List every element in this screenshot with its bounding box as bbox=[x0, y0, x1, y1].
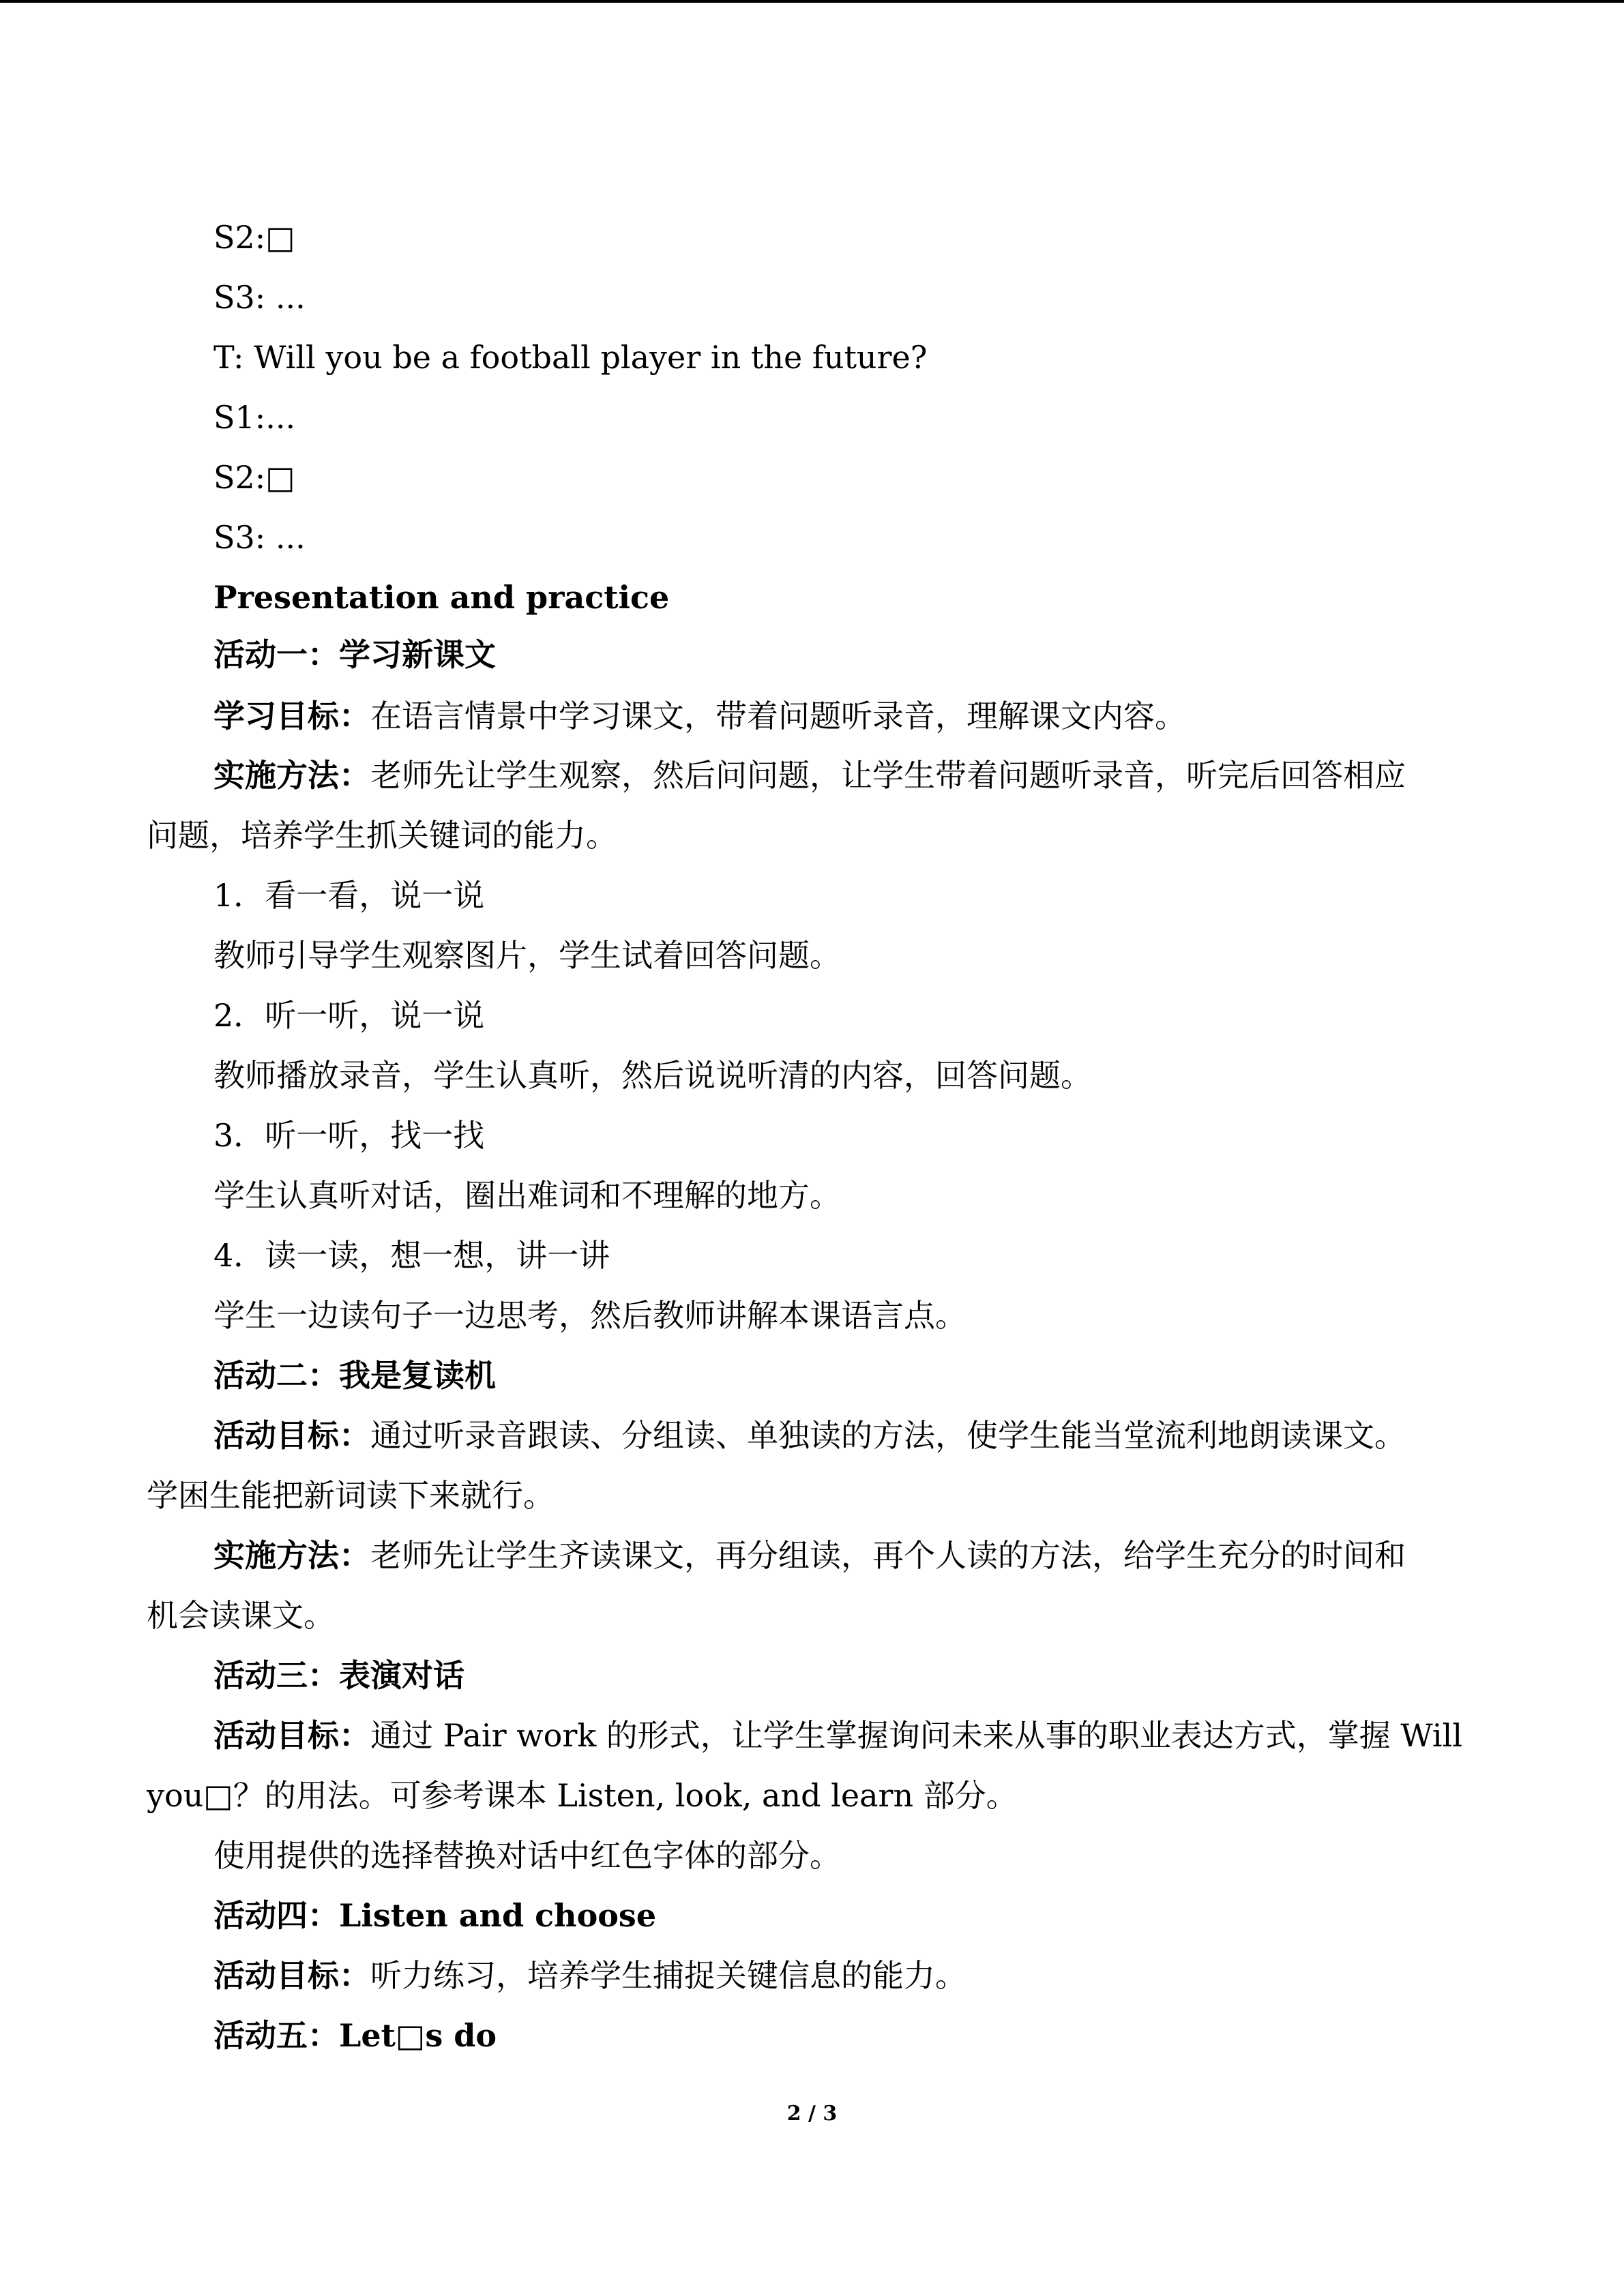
activity2-method-label: 实施方法： bbox=[213, 1537, 370, 1574]
step-4-desc: 学生一边读句子一边思考，然后教师讲解本课语言点。 bbox=[213, 1297, 966, 1334]
activity3-goal bbox=[213, 1715, 1462, 1756]
activity1-goal bbox=[213, 696, 1186, 736]
activity3-goal-continued: you□？的用法。可参考课本 Listen, look, and learn 部分。 bbox=[147, 1777, 1018, 1814]
step-3-title: 3．听一听，找一找 bbox=[213, 1117, 485, 1154]
page-top-border bbox=[0, 0, 1624, 3]
activity4-goal bbox=[213, 1955, 966, 1996]
activity2-goal-continued: 学困生能把新词读下来就行。 bbox=[147, 1477, 555, 1514]
activity5-title: 活动五：Let□s do bbox=[213, 2017, 497, 2054]
activity2-method-continued: 机会读课文。 bbox=[147, 1597, 335, 1634]
activity3-goal-label: 活动目标： bbox=[213, 1717, 370, 1754]
activity3-title: 活动三：表演对话 bbox=[213, 1657, 464, 1694]
activity2-goal bbox=[213, 1415, 1406, 1456]
activity2-method bbox=[213, 1535, 1406, 1576]
activity1-method bbox=[213, 755, 1406, 796]
activity4-goal-text: 听力练习，培养学生捕捉关键信息的能力。 bbox=[370, 1957, 966, 1994]
activity1-method-label: 实施方法： bbox=[213, 757, 370, 794]
activity3-goal-text: 通过 Pair work 的形式，让学生掌握询问未来从事的职业表达方式，掌握 Will bbox=[370, 1717, 1463, 1754]
activity2-goal-label: 活动目标： bbox=[213, 1417, 370, 1454]
activity2-method-text: 老师先让学生齐读课文，再分组读，再个人读的方法，给学生充分的时间和 bbox=[370, 1537, 1406, 1574]
dialogue-line-s3: S3: ... bbox=[213, 279, 306, 316]
activity1-method-continued: 问题，培养学生抓关键词的能力。 bbox=[147, 817, 617, 854]
step-1-title: 1．看一看，说一说 bbox=[213, 877, 485, 914]
step-4-title: 4．读一读，想一想，讲一讲 bbox=[213, 1237, 610, 1274]
activity1-goal-label: 学习目标： bbox=[213, 698, 370, 734]
step-1-desc: 教师引导学生观察图片，学生试着回答问题。 bbox=[213, 937, 841, 974]
dialogue-line-s3-second: S3: ... bbox=[213, 519, 306, 556]
activity1-goal-text: 在语言情景中学习课文，带着问题听录音，理解课文内容。 bbox=[370, 698, 1186, 734]
step-3-desc: 学生认真听对话，圈出难词和不理解的地方。 bbox=[213, 1177, 841, 1214]
dialogue-line-s2: S2:□ bbox=[213, 219, 295, 256]
activity4-title: 活动四：Listen and choose bbox=[213, 1897, 657, 1934]
activity1-method-text: 老师先让学生观察，然后问问题，让学生带着问题听录音，听完后回答相应 bbox=[370, 757, 1406, 794]
activity4-goal-label: 活动目标： bbox=[213, 1957, 370, 1994]
activity2-title: 活动二：我是复读机 bbox=[213, 1357, 496, 1394]
dialogue-line-s2-second: S2:□ bbox=[213, 459, 295, 496]
page-number: 2 / 3 bbox=[786, 2102, 838, 2126]
section-title: Presentation and practice bbox=[213, 579, 670, 616]
dialogue-line-teacher: T: Will you be a football player in the future? bbox=[213, 339, 928, 376]
activity3-note: 使用提供的选择替换对话中红色字体的部分。 bbox=[213, 1837, 841, 1874]
activity2-goal-text: 通过听录音跟读、分组读、单独读的方法，使学生能当堂流利地朗读课文。 bbox=[370, 1417, 1406, 1454]
step-2-desc: 教师播放录音，学生认真听，然后说说听清的内容，回答问题。 bbox=[213, 1057, 1092, 1094]
dialogue-line-s1: S1:... bbox=[213, 399, 296, 436]
activity1-title: 活动一：学习新课文 bbox=[213, 636, 496, 673]
step-2-title: 2．听一听，说一说 bbox=[213, 997, 485, 1034]
